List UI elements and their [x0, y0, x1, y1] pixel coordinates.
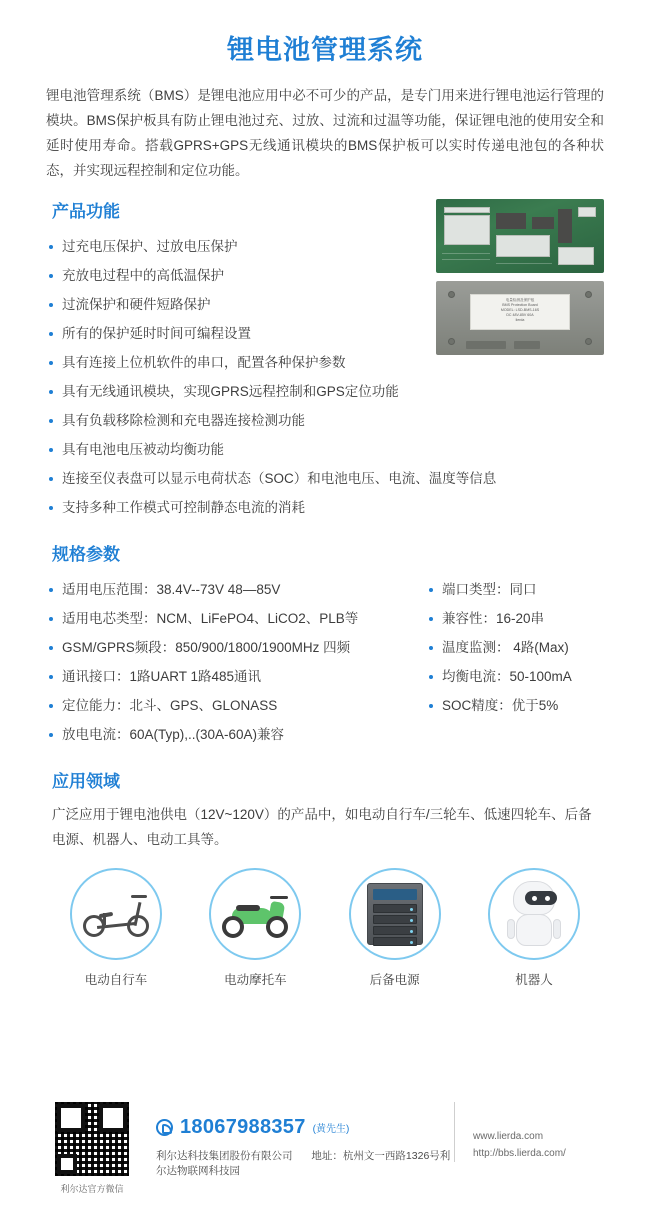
- list-item: 通讯接口：1路UART 1路485通讯: [46, 662, 426, 691]
- address-value: 杭州文一西路1326号利尔达物联网科技园: [156, 1150, 451, 1177]
- product-images: [436, 199, 604, 363]
- bms-pcb-board-image: [436, 199, 604, 273]
- application-item-robot: [480, 868, 588, 988]
- bms-metal-enclosure-image: 电量检测及保护板 BMS Protection Board MODEL: LSD-BMS-16S DC 48V-85V 60A lierda: [436, 281, 604, 355]
- list-item: 放电电流：60A(Typ),..(30A-60A)兼容: [46, 720, 426, 749]
- list-item: 温度监测： 4路(Max): [426, 633, 604, 662]
- list-item: 具有电池电压被动均衡功能: [46, 435, 606, 464]
- specs-list-left: [46, 575, 426, 749]
- list-item: 具有连接上位机软件的串口，配置各种保护参数: [46, 348, 446, 377]
- list-item: 定位能力：北斗、GPS、GLONASS: [46, 691, 426, 720]
- list-item: 均衡电流：50-100mA: [426, 662, 604, 691]
- list-item: 过流保护和硬件短路保护: [46, 290, 446, 319]
- list-item: 兼容性：16-20串: [426, 604, 604, 633]
- intro-paragraph: 锂电池管理系统（BMS）是锂电池应用中必不可少的产品，是专门用来进行锂电池运行管理的模块。BMS保护板具有防止锂电池过充、过放、过流和过温等功能，保证锂电池的使用安全和延时使用寿命。搭载GPRS+GPS无线通讯模块的BMS保护板可以实时传递电池包的各种状态，并实现远程控制和定位功能。: [46, 88, 604, 178]
- application-item-bicycle: [62, 868, 170, 988]
- applications-description: 广泛应用于锂电池供电（12V~120V）的产品中，如电动自行车/三轮车、低速四轮车、后备电源、机器人、电动工具等。: [52, 807, 592, 847]
- list-item: 过充电压保护、过放电压保护: [46, 232, 446, 261]
- electric-bicycle-icon: [70, 868, 162, 960]
- application-label: 电动自行车: [84, 973, 148, 987]
- features-section: [46, 197, 604, 522]
- website-url[interactable]: www.lierda.com: [473, 1131, 544, 1142]
- specs-title: 规格参数: [52, 545, 120, 564]
- contact-person: (黄先生): [312, 1124, 350, 1135]
- robot-icon: [488, 868, 580, 960]
- application-label: 机器人: [515, 973, 553, 987]
- features-title: 产品功能: [52, 202, 120, 221]
- list-item: 适用电压范围：38.4V--73V 48—85V: [46, 575, 426, 604]
- application-item-backup-power: [341, 868, 449, 988]
- list-item: 适用电芯类型：NCM、LiFePO4、LiCO2、PLB等: [46, 604, 426, 633]
- applications-title: 应用领域: [52, 772, 120, 791]
- electric-motorcycle-icon: [209, 868, 301, 960]
- application-icons: [46, 858, 604, 988]
- specs-list-right: [426, 575, 604, 749]
- website-block: [454, 1102, 604, 1162]
- qr-code-block: [46, 1102, 138, 1195]
- application-label: 电动摩托车: [224, 973, 287, 987]
- bbs-url[interactable]: http://bbs.lierda.com/: [473, 1148, 566, 1159]
- list-item: 支持多种工作模式可控制静态电流的消耗: [46, 493, 606, 522]
- application-label: 后备电源: [369, 973, 420, 987]
- list-item: 端口类型：同口: [426, 575, 604, 604]
- company-name: 利尔达科技集团股份有限公司: [156, 1150, 293, 1162]
- list-item: 具有无线通讯模块，实现GPRS远程控制和GPS定位功能: [46, 377, 606, 406]
- phone-number: 18067988357: [180, 1116, 306, 1138]
- list-item: 具有负载移除检测和充电器连接检测功能: [46, 406, 606, 435]
- list-item: GSM/GPRS频段：850/900/1800/1900MHz 四频: [46, 633, 426, 662]
- application-item-motorcycle: [201, 868, 309, 988]
- list-item: 所有的保护延时时间可编程设置: [46, 319, 446, 348]
- specs-section: [46, 575, 604, 749]
- list-item: 充放电过程中的高低温保护: [46, 261, 446, 290]
- address-label: 地址：: [311, 1150, 343, 1162]
- feature-list: [46, 232, 497, 522]
- page-title: 锂电池管理系统: [227, 35, 423, 65]
- list-item: SOC精度：优于5%: [426, 691, 604, 720]
- backup-power-icon: [349, 868, 441, 960]
- qr-caption: 利尔达官方微信: [60, 1184, 124, 1194]
- contact-block: [138, 1102, 454, 1178]
- phone-icon: [156, 1119, 173, 1136]
- list-item: 连接至仪表盘可以显示电荷状态（SOC）和电池电压、电流、温度等信息: [46, 464, 606, 493]
- footer: [0, 1088, 650, 1220]
- wechat-qr-code: [55, 1102, 129, 1176]
